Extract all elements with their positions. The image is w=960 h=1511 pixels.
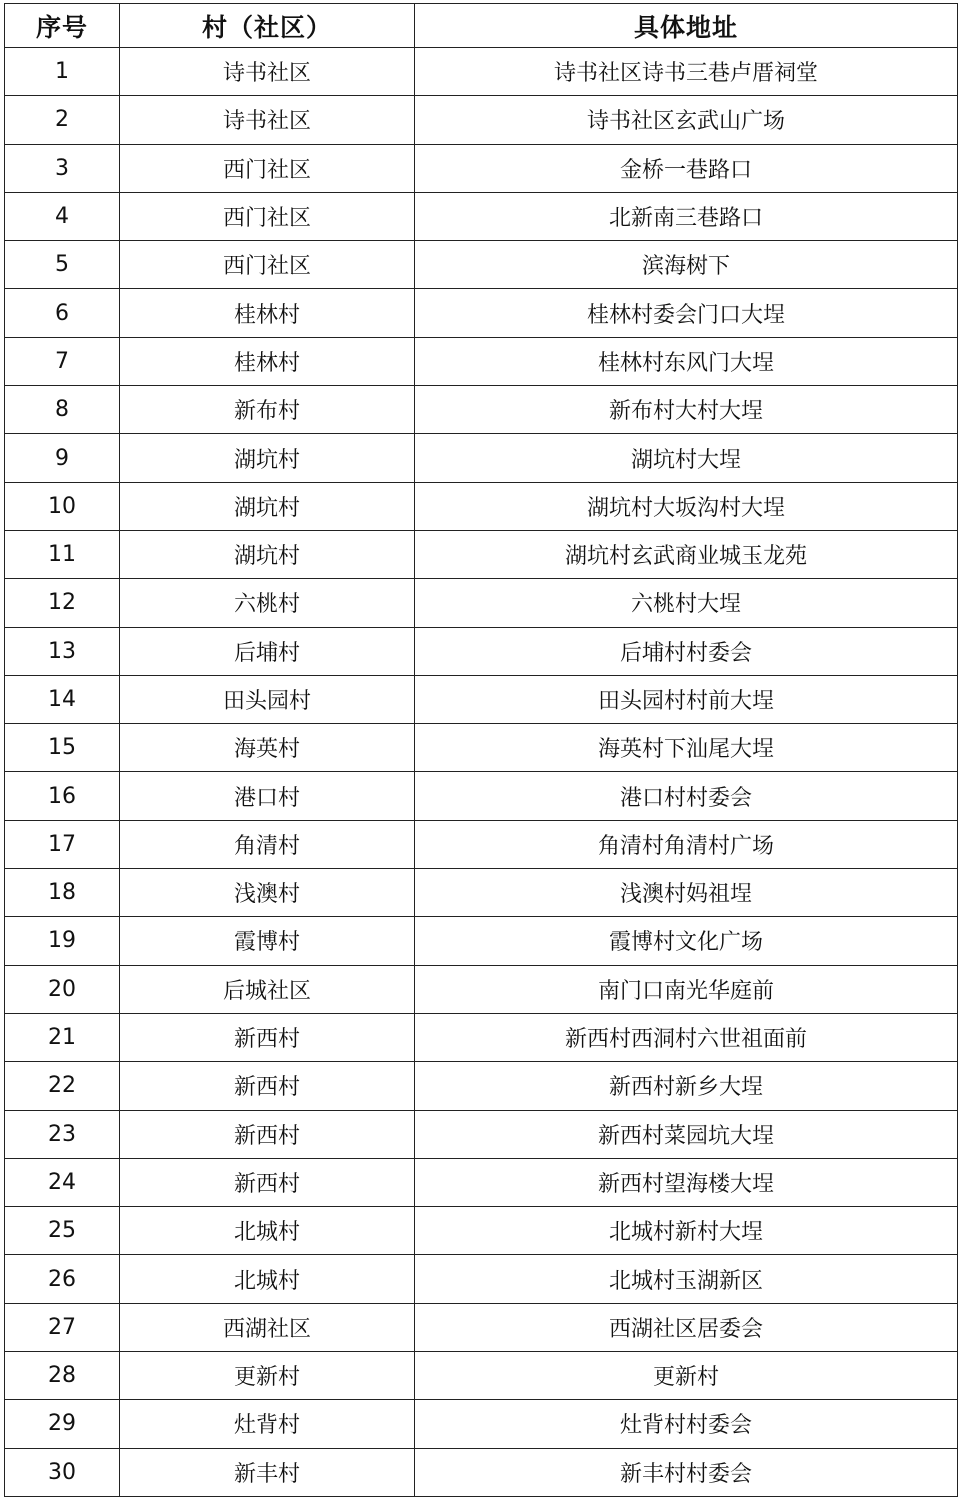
- cell-number: 2: [5, 96, 120, 144]
- cell-village: 角清村: [120, 820, 415, 868]
- cell-address: 北新南三巷路口: [415, 192, 958, 240]
- header-row: [5, 4, 958, 48]
- cell-village: 桂林村: [120, 289, 415, 337]
- table-row: [5, 1352, 958, 1400]
- table-row: [5, 1110, 958, 1158]
- table-body: [5, 48, 958, 1497]
- cell-number: 29: [5, 1400, 120, 1448]
- cell-village: 六桃村: [120, 579, 415, 627]
- cell-village: 桂林村: [120, 337, 415, 385]
- table-row: [5, 337, 958, 385]
- cell-village: 湖坑村: [120, 434, 415, 482]
- table-row: [5, 1013, 958, 1061]
- cell-address: 霞博村文化广场: [415, 917, 958, 965]
- cell-number: 4: [5, 192, 120, 240]
- cell-address: 浅澳村妈祖埕: [415, 869, 958, 917]
- cell-address: 新布村大村大埕: [415, 386, 958, 434]
- cell-village: 西门社区: [120, 241, 415, 289]
- cell-address: 湖坑村大坂沟村大埕: [415, 482, 958, 530]
- cell-number: 9: [5, 434, 120, 482]
- cell-village: 新西村: [120, 1110, 415, 1158]
- cell-address: 六桃村大埕: [415, 579, 958, 627]
- cell-village: 湖坑村: [120, 482, 415, 530]
- cell-number: 6: [5, 289, 120, 337]
- table-row: [5, 869, 958, 917]
- cell-number: 1: [5, 48, 120, 96]
- table-row: [5, 1448, 958, 1496]
- cell-number: 7: [5, 337, 120, 385]
- table-row: [5, 482, 958, 530]
- cell-village: 西门社区: [120, 192, 415, 240]
- cell-address: 南门口南光华庭前: [415, 965, 958, 1013]
- table-row: [5, 192, 958, 240]
- cell-address: 后埔村村委会: [415, 627, 958, 675]
- cell-address: 桂林村委会门口大埕: [415, 289, 958, 337]
- cell-number: 18: [5, 869, 120, 917]
- table-row: [5, 724, 958, 772]
- table-header: [5, 4, 958, 48]
- cell-number: 15: [5, 724, 120, 772]
- cell-village: 后城社区: [120, 965, 415, 1013]
- header-number: 序号: [5, 4, 120, 48]
- cell-address: 新西村西洞村六世祖面前: [415, 1013, 958, 1061]
- cell-number: 24: [5, 1158, 120, 1206]
- cell-number: 21: [5, 1013, 120, 1061]
- cell-address: 海英村下汕尾大埕: [415, 724, 958, 772]
- cell-number: 17: [5, 820, 120, 868]
- cell-address: 北城村玉湖新区: [415, 1255, 958, 1303]
- cell-village: 新西村: [120, 1158, 415, 1206]
- cell-number: 25: [5, 1207, 120, 1255]
- cell-address: 诗书社区玄武山广场: [415, 96, 958, 144]
- cell-village: 新布村: [120, 386, 415, 434]
- cell-village: 新西村: [120, 1013, 415, 1061]
- cell-village: 港口村: [120, 772, 415, 820]
- cell-village: 新西村: [120, 1062, 415, 1110]
- cell-village: 灶背村: [120, 1400, 415, 1448]
- cell-village: 诗书社区: [120, 48, 415, 96]
- cell-village: 浅澳村: [120, 869, 415, 917]
- cell-address: 诗书社区诗书三巷卢厝祠堂: [415, 48, 958, 96]
- table-row: [5, 530, 958, 578]
- cell-village: 西门社区: [120, 144, 415, 192]
- cell-number: 19: [5, 917, 120, 965]
- table-row: [5, 434, 958, 482]
- table-row: [5, 1158, 958, 1206]
- cell-village: 田头园村: [120, 675, 415, 723]
- table-row: [5, 96, 958, 144]
- table-row: [5, 1400, 958, 1448]
- cell-address: 灶背村村委会: [415, 1400, 958, 1448]
- cell-village: 新丰村: [120, 1448, 415, 1496]
- table-row: [5, 1255, 958, 1303]
- cell-address: 角清村角清村广场: [415, 820, 958, 868]
- header-address: 具体地址: [415, 4, 958, 48]
- table-row: [5, 1303, 958, 1351]
- cell-village: 湖坑村: [120, 530, 415, 578]
- cell-village: 北城村: [120, 1207, 415, 1255]
- cell-number: 16: [5, 772, 120, 820]
- table-row: [5, 48, 958, 96]
- cell-address: 新西村菜园坑大埕: [415, 1110, 958, 1158]
- cell-address: 田头园村村前大埕: [415, 675, 958, 723]
- cell-number: 11: [5, 530, 120, 578]
- header-village: 村（社区）: [120, 4, 415, 48]
- cell-address: 金桥一巷路口: [415, 144, 958, 192]
- cell-address: 北城村新村大埕: [415, 1207, 958, 1255]
- cell-number: 26: [5, 1255, 120, 1303]
- cell-address: 港口村村委会: [415, 772, 958, 820]
- table-row: [5, 627, 958, 675]
- cell-address: 新丰村村委会: [415, 1448, 958, 1496]
- cell-address: 桂林村东风门大埕: [415, 337, 958, 385]
- table-row: [5, 1062, 958, 1110]
- cell-village: 更新村: [120, 1352, 415, 1400]
- cell-number: 28: [5, 1352, 120, 1400]
- table-row: [5, 917, 958, 965]
- cell-number: 3: [5, 144, 120, 192]
- cell-address: 湖坑村玄武商业城玉龙苑: [415, 530, 958, 578]
- cell-number: 13: [5, 627, 120, 675]
- village-address-table: [4, 3, 958, 1497]
- cell-address: 西湖社区居委会: [415, 1303, 958, 1351]
- cell-village: 诗书社区: [120, 96, 415, 144]
- cell-number: 10: [5, 482, 120, 530]
- cell-number: 12: [5, 579, 120, 627]
- table-row: [5, 144, 958, 192]
- cell-number: 30: [5, 1448, 120, 1496]
- cell-village: 海英村: [120, 724, 415, 772]
- cell-address: 更新村: [415, 1352, 958, 1400]
- table-row: [5, 1207, 958, 1255]
- cell-village: 霞博村: [120, 917, 415, 965]
- cell-village: 西湖社区: [120, 1303, 415, 1351]
- table-row: [5, 675, 958, 723]
- table-row: [5, 820, 958, 868]
- cell-address: 新西村望海楼大埕: [415, 1158, 958, 1206]
- cell-number: 23: [5, 1110, 120, 1158]
- cell-number: 8: [5, 386, 120, 434]
- table-row: [5, 965, 958, 1013]
- table-row: [5, 241, 958, 289]
- table-row: [5, 772, 958, 820]
- cell-number: 5: [5, 241, 120, 289]
- table-row: [5, 579, 958, 627]
- cell-village: 后埔村: [120, 627, 415, 675]
- cell-number: 22: [5, 1062, 120, 1110]
- table-row: [5, 386, 958, 434]
- cell-address: 新西村新乡大埕: [415, 1062, 958, 1110]
- cell-village: 北城村: [120, 1255, 415, 1303]
- cell-address: 湖坑村大埕: [415, 434, 958, 482]
- cell-number: 20: [5, 965, 120, 1013]
- cell-number: 14: [5, 675, 120, 723]
- table-row: [5, 289, 958, 337]
- cell-number: 27: [5, 1303, 120, 1351]
- cell-address: 滨海树下: [415, 241, 958, 289]
